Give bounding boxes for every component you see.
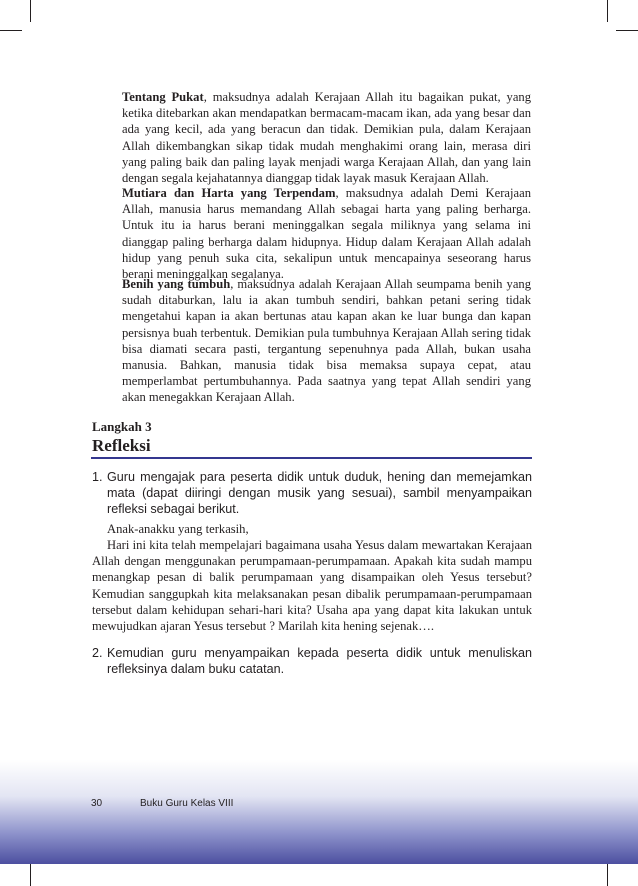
crop-mark-bottom-left-v bbox=[30, 864, 31, 886]
list-item-number: 2. bbox=[92, 646, 103, 660]
parable-title: Benih yang tumbuh bbox=[122, 277, 231, 291]
heading-underline bbox=[91, 457, 532, 459]
reflection-greeting bbox=[92, 521, 532, 537]
list-item-text: Kemudian guru menyampaikan kepada peserta didik untuk menuliskan refleksinya dalam buku catatan. bbox=[107, 646, 532, 677]
page-number: 30 bbox=[91, 798, 103, 809]
crop-mark-top-right-h bbox=[616, 30, 638, 31]
crop-mark-top-right-v bbox=[607, 0, 608, 22]
list-item-text: Guru mengajak para peserta didik untuk duduk, hening dan memejamkan mata (dapat diiringi dengan musik yang sesuai), sambil menyampaikan refleksi sebagai berikut. bbox=[107, 470, 532, 517]
footer-gradient-band bbox=[0, 760, 638, 864]
step-label: Langkah 3 bbox=[92, 419, 152, 434]
parable-text: , maksudnya adalah Kerajaan Allah seumpama benih yang sudah ditaburkan, lalu ia akan tumbuh sendiri, bahkan petani sering tidak mengetahui kapan ia akan bertunas atau kapan akan ke luar bunga dan kapan persisnya buah terbentuk. Demikian pula tumbuhnya Kerajaan Allah sering tidak bisa diamati secara pasti, tergantung sepenuhnya pada Allah, bukan usaha manusia. Bahkan, manusia tidak bisa memaksa supaya cepat, atau memperlambat pertumbuhannya. Pada saatnya yang tepat Allah sendiri yang akan menegakkan Kerajaan Allah. bbox=[122, 277, 531, 405]
crop-mark-top-left-v bbox=[30, 0, 31, 22]
section-heading: Refleksi bbox=[92, 436, 151, 455]
parable-paragraph-mutiara bbox=[122, 185, 531, 282]
parable-text: , maksudnya adalah Demi Kerajaan Allah, manusia harus memandang Allah sebagai harta yang paling berharga. Untuk itu ia harus berani meninggalkan segala miliknya yang selama ini dianggap paling berharga dalam hidupnya. Hidup dalam Kerajaan Allah adalah hidup yang penuh suka cita, sekalipun untuk mencapainya seseorang harus berani meninggalkan segalanya. bbox=[122, 186, 531, 282]
book-title: Buku Guru Kelas VIII bbox=[140, 798, 234, 809]
parable-paragraph-pukat bbox=[122, 89, 531, 186]
crop-mark-top-left-h bbox=[0, 30, 22, 31]
reflection-body-text: Hari ini kita telah mempelajari bagaimana usaha Yesus dalam mewartakan Kerajaan Allah dengan menggunakan perumpamaan-perumpamaan. Apakah kita sudah mampu menangkap pesan di balik perumpamaan yang disampaikan oleh Yesus tersebut? Kemudian sanggupkah kita melaksanakan pesan dibalik perumpamaan-perumpamaan tersebut dalam kehidupan sehari-hari kita? Usaha apa yang dapat kita lakukan untuk mewujudkan ajaran Yesus tersebut ? Marilah kita hening sejenak…. bbox=[92, 538, 532, 634]
parable-title: Tentang Pukat bbox=[122, 90, 204, 104]
list-item bbox=[92, 469, 532, 518]
reflection-greeting-text: Anak-anakku yang terkasih, bbox=[107, 522, 249, 536]
list-item-number: 1. bbox=[92, 470, 103, 484]
list-item bbox=[92, 645, 532, 677]
parable-text: , maksudnya adalah Kerajaan Allah itu bagaikan pukat, yang ketika ditebarkan akan mendapatkan bermacam-macam ikan, ada yang besar dan ada yang kecil, ada yang beracun dan tidak. Demikian pula, dalam Kerajaan Allah dikembangkan sikap tidak mudah menghakimi orang lain, merasa diri yang paling baik dan paling layak menjadi warga Kerajaan Allah, dan yang lain dengan segala kejahatannya dianggap tidak layak masuk Kerajaan Allah. bbox=[122, 90, 531, 186]
parable-paragraph-benih bbox=[122, 276, 531, 406]
crop-mark-bottom-right-v bbox=[607, 864, 608, 886]
parable-title: Mutiara dan Harta yang Terpendam bbox=[122, 186, 336, 200]
reflection-body bbox=[92, 537, 532, 634]
